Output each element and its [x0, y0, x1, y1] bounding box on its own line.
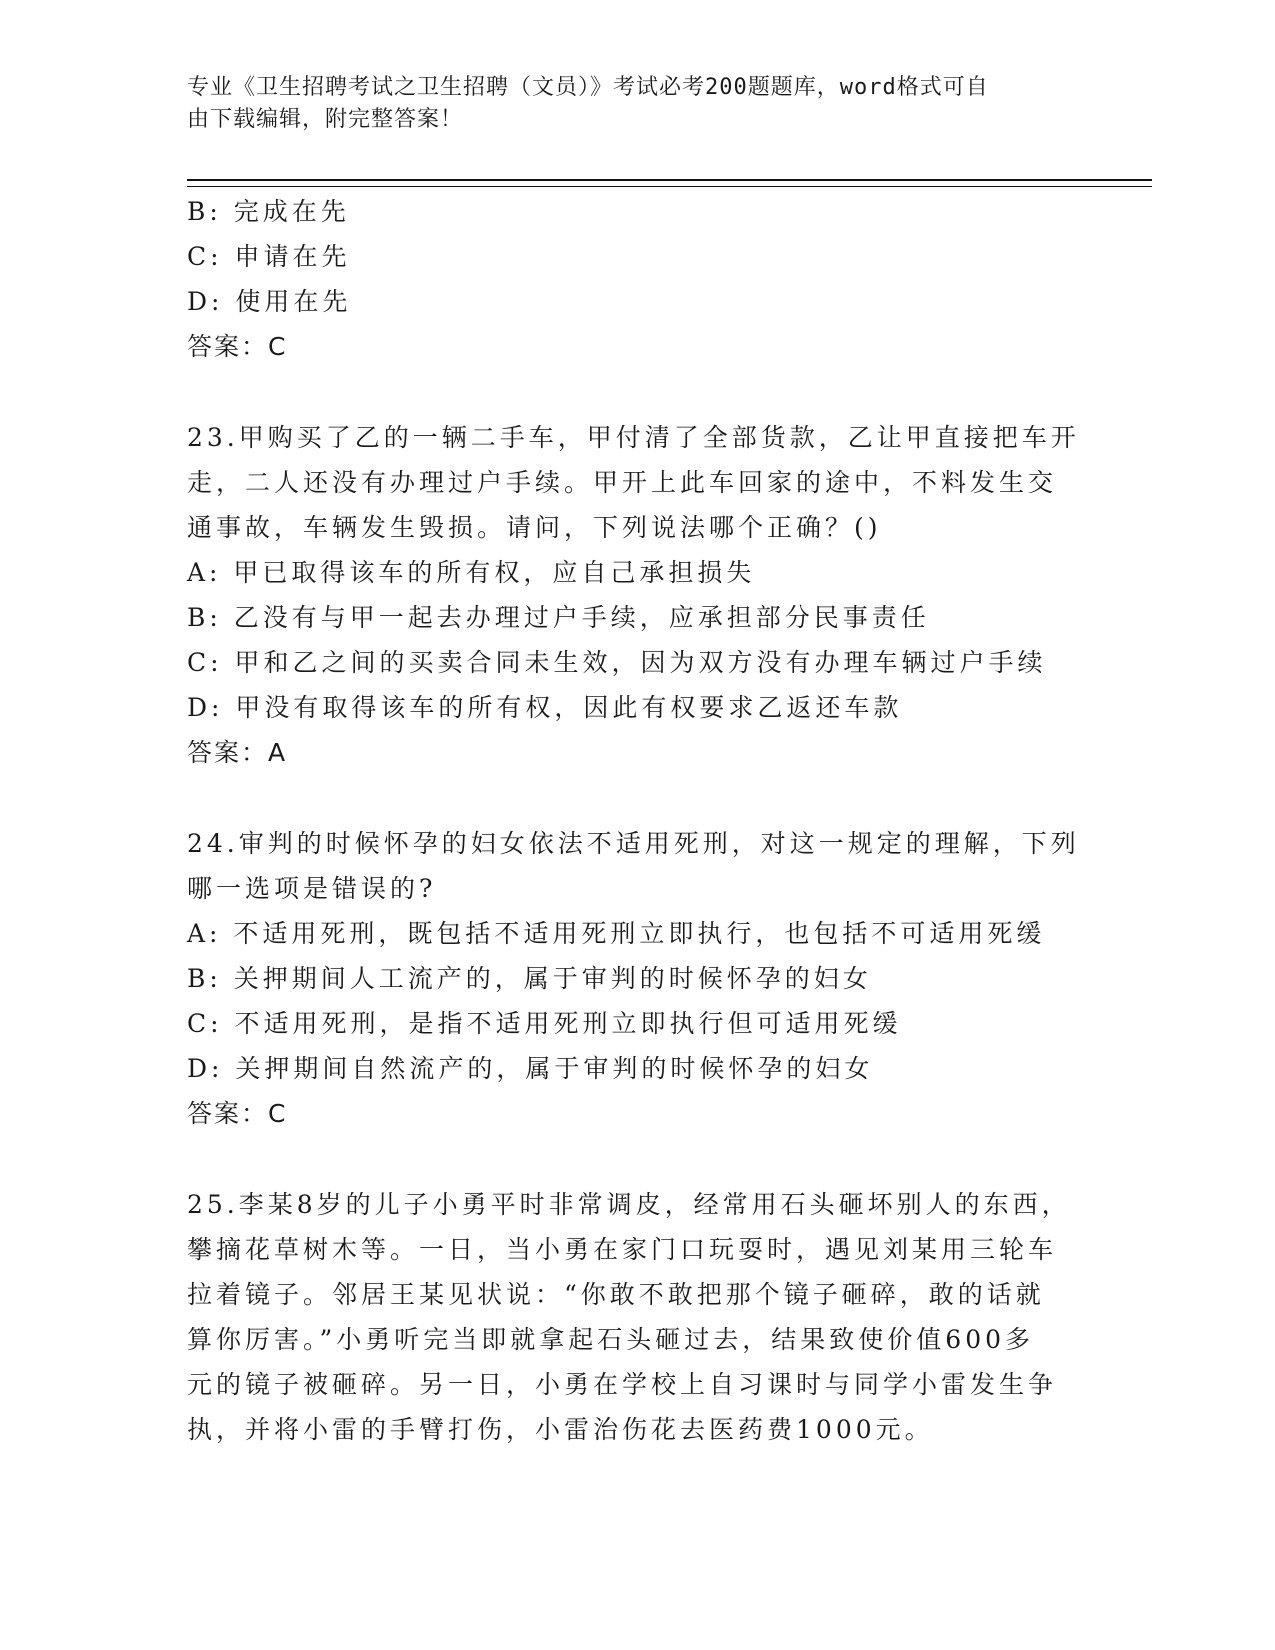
- question-24: [187, 821, 1107, 1136]
- question-stem-line: 23.甲购买了乙的一辆二手车，甲付清了全部货款，乙让甲直接把车开: [187, 423, 1080, 452]
- spacer: [187, 1136, 1107, 1182]
- option-b: B: 乙没有与甲一起去办理过户手续，应承担部分民事责任: [187, 603, 930, 632]
- option-d: D: 使用在先: [187, 287, 352, 316]
- answer-line: 答案：C: [187, 1099, 288, 1128]
- option-c: C: 不适用死刑，是指不适用死刑立即执行但可适用死缓: [187, 1009, 902, 1038]
- question-stem-line: 算你厉害。”小勇听完当即就拿起石头砸过去，结果致使价值600多: [187, 1325, 1035, 1354]
- question-22-tail: [187, 189, 1107, 369]
- question-23: [187, 415, 1107, 775]
- answer-line: 答案：A: [187, 738, 288, 767]
- option-b: B: 完成在先: [187, 197, 350, 226]
- option-d: D: 甲没有取得该车的所有权，因此有权要求乙返还车款: [187, 693, 903, 722]
- question-stem-line: 元的镜子被砸碎。另一日，小勇在学校上自习课时与同学小雷发生争: [187, 1370, 1058, 1399]
- option-a: A: 不适用死刑，既包括不适用死刑立即执行，也包括不可适用死缓: [187, 919, 1046, 948]
- answer-line: 答案：C: [187, 332, 288, 361]
- question-stem-line: 拉着镜子。邻居王某见状说：“你敢不敢把那个镜子砸碎，敢的话就: [187, 1280, 1045, 1309]
- spacer: [187, 775, 1107, 821]
- option-c: C: 申请在先: [187, 242, 351, 271]
- question-stem-line: 通事故，车辆发生毁损。请问，下列说法哪个正确？(): [187, 513, 882, 542]
- header-divider: [187, 179, 1152, 187]
- question-stem-line: 25.李某8岁的儿子小勇平时非常调皮，经常用石头砸坏别人的东西，: [187, 1190, 1071, 1219]
- question-stem-line: 24.审判的时候怀孕的妇女依法不适用死刑，对这一规定的理解，下列: [187, 829, 1080, 858]
- question-stem-line: 哪一选项是错误的?: [187, 874, 437, 903]
- option-a: A: 甲已取得该车的所有权，应自己承担损失: [187, 558, 756, 587]
- document-body: [187, 189, 1107, 1452]
- option-c: C: 甲和乙之间的买卖合同未生效，因为双方没有办理车辆过户手续: [187, 648, 1047, 677]
- header-line-1: 专业《卫生招聘考试之卫生招聘（文员）》考试必考200题题库，word格式可自: [187, 75, 989, 100]
- header-line-2: 由下载编辑，附完整答案！: [187, 107, 464, 132]
- document-header: [187, 72, 1067, 136]
- spacer: [187, 369, 1107, 415]
- option-b: B: 关押期间人工流产的，属于审判的时候怀孕的妇女: [187, 964, 872, 993]
- question-stem-line: 走，二人还没有办理过户手续。甲开上此车回家的途中，不料发生交: [187, 468, 1058, 497]
- question-stem-line: 执，并将小雷的手臂打伤，小雷治伤花去医药费1000元。: [187, 1415, 934, 1444]
- question-25: [187, 1182, 1107, 1452]
- question-stem-line: 攀摘花草树木等。一日，当小勇在家门口玩耍时，遇见刘某用三轮车: [187, 1235, 1058, 1264]
- option-d: D: 关押期间自然流产的，属于审判的时候怀孕的妇女: [187, 1054, 874, 1083]
